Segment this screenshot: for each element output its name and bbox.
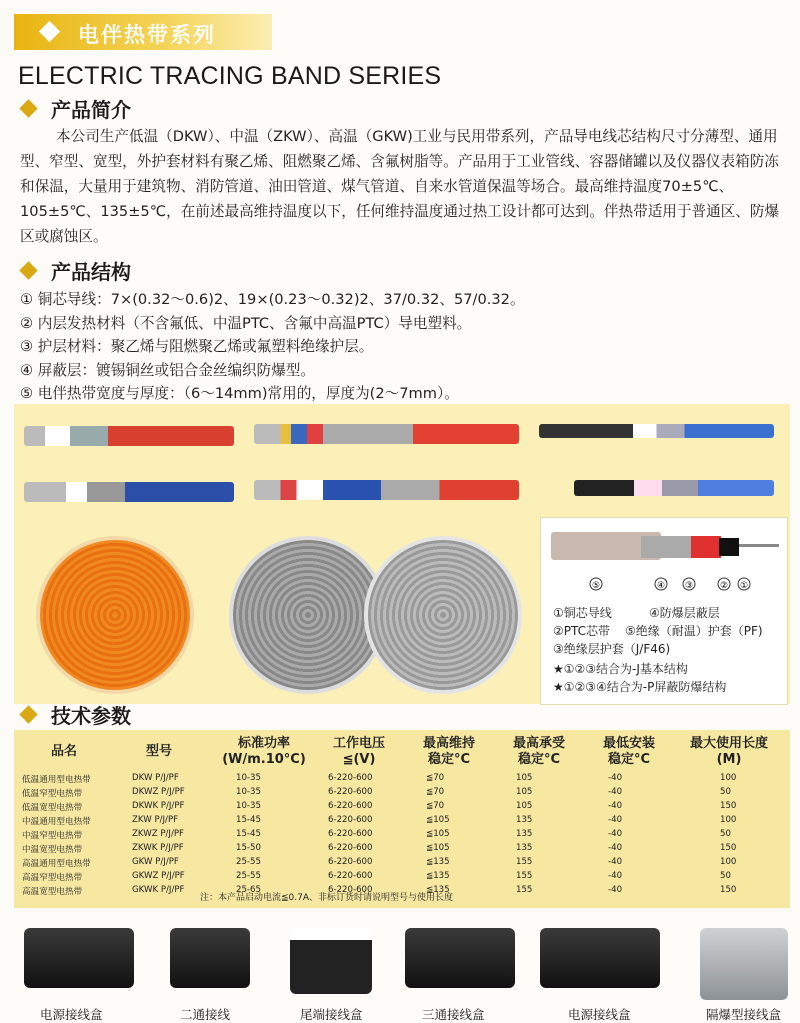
table-cell: -40 xyxy=(608,857,623,867)
table-cell: 135 xyxy=(516,829,533,839)
column-header: 型号 xyxy=(145,744,172,759)
series-banner xyxy=(14,14,272,50)
table-cell: 50 xyxy=(720,829,731,839)
table-cell: -40 xyxy=(608,787,623,797)
table-cell: 6-220-600 xyxy=(328,801,373,811)
legend-item: ③绝缘层护套（J/F46) xyxy=(553,642,671,656)
table-cell: ≦70 xyxy=(426,787,445,797)
specs-table xyxy=(14,730,790,908)
table-cell: 6-220-600 xyxy=(328,871,373,881)
table-cell: 100 xyxy=(720,773,737,783)
legend-item: ★①②③结合为-J基本结构 xyxy=(553,662,688,676)
english-title: ELECTRIC TRACING BAND SERIES xyxy=(18,62,442,90)
table-cell: -40 xyxy=(608,871,623,881)
legend-item: ④防爆层蔽层 xyxy=(649,606,720,620)
table-cell: 6-220-600 xyxy=(328,829,373,839)
table-cell: 135 xyxy=(516,815,533,825)
table-cell: 低温通用型电热带 xyxy=(22,775,91,785)
diamond-icon xyxy=(19,705,37,723)
table-cell: 6-220-600 xyxy=(328,815,373,825)
table-cell: 6-220-600 xyxy=(328,787,373,797)
column-header: 最大使用长度 (M) xyxy=(689,736,768,767)
accessory-label: 电源接线盒 xyxy=(40,1007,103,1022)
table-cell: 105 xyxy=(516,787,533,797)
table-cell: ≦105 xyxy=(426,815,450,825)
junction-box-photo xyxy=(170,928,250,988)
legend-item: ②PTC芯带 xyxy=(553,624,611,638)
table-cell: 105 xyxy=(516,801,533,811)
table-cell: 15-50 xyxy=(236,843,261,853)
column-header: 工作电压 ≦(V) xyxy=(332,736,385,767)
diagram-number: ② xyxy=(719,581,729,591)
legend-item: ★①②③④结合为-P屏蔽防爆结构 xyxy=(553,680,727,694)
insulation-shape xyxy=(719,538,739,556)
diagram-number: ③ xyxy=(684,581,694,591)
column-header: 最低安装 稳定°C xyxy=(602,736,655,767)
cable-cross-section-diagram xyxy=(541,518,787,600)
table-row xyxy=(14,786,790,801)
table-cell: -40 xyxy=(608,815,623,825)
table-cell: -40 xyxy=(608,843,623,853)
diagram-number: ④ xyxy=(656,581,666,591)
explosion-proof-box-photo xyxy=(700,928,788,1000)
table-cell: 25-55 xyxy=(236,857,261,867)
table-cell: GKW P/J/PF xyxy=(132,857,179,867)
table-cell: ≦135 xyxy=(426,885,450,895)
structure-item: ④ 屏蔽层：镀锡铜丝或铝合金丝编织防爆型。 xyxy=(20,361,316,379)
table-cell: -40 xyxy=(608,801,623,811)
table-cell: ≦70 xyxy=(426,773,445,783)
table-cell: 10-35 xyxy=(236,773,261,783)
table-cell: 155 xyxy=(516,857,533,867)
table-cell: 中温宽型电热带 xyxy=(22,845,83,855)
junction-box-photo xyxy=(540,928,660,988)
column-header: 最高承受 稳定°C xyxy=(512,736,565,767)
accessory-label: 二通接线 xyxy=(180,1007,231,1022)
structure-diagram xyxy=(540,517,788,705)
grey-cable-reel-2 xyxy=(364,536,522,694)
cable-photo-mixed xyxy=(254,480,519,500)
table-cell: 25-55 xyxy=(236,871,261,881)
table-cell: 中温窄型电热带 xyxy=(22,831,83,841)
structure-item: ① 铜芯导线：7×(0.32～0.6)2、19×(0.23～0.32)2、37/0.32、57/0.32。 xyxy=(20,291,525,308)
column-header: 最高维持 稳定°C xyxy=(422,736,475,767)
cable-photo-red xyxy=(24,426,234,446)
table-cell: 100 xyxy=(720,815,737,825)
table-cell: 155 xyxy=(516,871,533,881)
cable-photo-blue xyxy=(539,424,774,438)
table-cell: 155 xyxy=(516,885,533,895)
table-cell: 6-220-600 xyxy=(328,843,373,853)
table-cell: ZKWK P/J/PF xyxy=(132,843,184,853)
diagram-number: ⑤ xyxy=(591,581,601,591)
legend-item: ①铜芯导线 xyxy=(553,606,612,620)
table-row xyxy=(14,842,790,857)
table-row xyxy=(14,800,790,815)
table-cell: ≦105 xyxy=(426,843,450,853)
junction-box-photo xyxy=(405,928,515,988)
table-cell: 高温宽型电热带 xyxy=(22,887,83,897)
table-cell: 25-65 xyxy=(236,885,261,895)
diamond-icon xyxy=(19,99,37,117)
ptc-core-shape xyxy=(691,536,721,558)
accessory-label: 三通接线盒 xyxy=(422,1007,485,1022)
structure-item: ⑤ 电伴热带宽度与厚度：（6～14mm)常用的，厚度为(2～7mm）。 xyxy=(20,385,459,402)
table-cell: 105 xyxy=(516,773,533,783)
table-row xyxy=(14,870,790,885)
table-cell: 6-220-600 xyxy=(328,773,373,783)
accessory-label: 隔爆型接线盒 xyxy=(706,1007,782,1022)
table-cell: DKW P/J/PF xyxy=(132,773,179,783)
accessory-label: 电源接线盒 xyxy=(568,1007,631,1022)
table-cell: ≦135 xyxy=(426,857,450,867)
table-cell: DKWZ P/J/PF xyxy=(132,787,185,797)
table-cell: 150 xyxy=(720,843,737,853)
table-cell: 150 xyxy=(720,885,737,895)
intro-heading-text: 产品简介 xyxy=(51,98,131,122)
table-cell: ≦135 xyxy=(426,871,450,881)
table-cell: -40 xyxy=(608,885,623,895)
column-header: 标准功率 (W/m.10°C) xyxy=(222,736,306,767)
table-cell: 高温窄型电热带 xyxy=(22,873,83,883)
banner-title: 电伴热带系列 xyxy=(78,23,216,47)
structure-list xyxy=(20,288,525,406)
structure-item: ② 内层发热材料（不含氟低、中温PTC、含氟中高温PTC）导电塑料。 xyxy=(20,314,472,332)
structure-item: ③ 护层材料：聚乙烯与阻燃聚乙烯或氟塑料绝缘护层。 xyxy=(20,338,374,355)
structure-heading-text: 产品结构 xyxy=(51,260,131,284)
table-cell: 150 xyxy=(720,801,737,811)
legend-item: ⑤绝缘（耐温）护套（PF) xyxy=(625,624,763,638)
intro-heading xyxy=(22,94,131,123)
table-cell: 50 xyxy=(720,787,731,797)
specs-heading xyxy=(22,700,131,729)
junction-box-photo xyxy=(290,928,372,994)
specs-heading-text: 技术参数 xyxy=(51,704,131,728)
table-cell: 高温通用型电热带 xyxy=(22,859,91,869)
table-cell: 135 xyxy=(516,843,533,853)
table-cell: 10-35 xyxy=(236,787,261,797)
table-cell: 低温宽型电热带 xyxy=(22,803,83,813)
cable-photo-blue-3 xyxy=(574,480,774,496)
copper-wire-shape xyxy=(739,544,779,547)
column-header: 品名 xyxy=(50,744,77,759)
orange-cable-reel xyxy=(36,536,194,694)
table-cell: 中温通用型电热带 xyxy=(22,817,91,827)
intro-paragraph: 本公司生产低温（DKW）、中温（ZKW）、高温（GKW)工业与民用带系列，产品导电线芯结构尺寸分薄型、通用型、窄型、宽型，外护套材料有聚乙烯、阻燃聚乙烯、含氟树脂等。产品用于工业管线、容器储罐以及仪器仪表箱防冻和保温，大量用于建筑物、消防管道、油田管道、煤气管道、自来水管道保温等场合。最高维持温度70±5℃、105±5℃、135±5℃，在前述最高维持温度以下，任何维持温度通过热工设计都可达到。伴热带适用于普通区、防爆区或腐蚀区。 xyxy=(20,128,780,245)
table-cell: DKWK P/J/PF xyxy=(132,801,185,811)
table-cell: 低温窄型电热带 xyxy=(22,789,83,799)
accessory-label: 尾端接线盒 xyxy=(300,1007,363,1022)
table-cell: 10-35 xyxy=(236,801,261,811)
table-cell: 50 xyxy=(720,871,731,881)
table-cell: 100 xyxy=(720,857,737,867)
accessories-row xyxy=(0,920,800,1023)
diamond-icon xyxy=(39,21,60,42)
table-cell: ≦105 xyxy=(426,829,450,839)
table-note: 注：本产品启动电流≦0.7A、非标订货时请说明型号与使用长度 xyxy=(200,893,454,903)
table-cell: -40 xyxy=(608,773,623,783)
table-row xyxy=(14,814,790,829)
junction-box-photo xyxy=(24,928,134,988)
diamond-icon xyxy=(19,261,37,279)
diagram-number: ① xyxy=(739,581,749,591)
cable-photo-red-braided xyxy=(254,424,519,444)
structure-heading xyxy=(22,256,131,285)
table-cell: -40 xyxy=(608,829,623,839)
table-row xyxy=(14,856,790,871)
cable-photo-blue-2 xyxy=(24,482,234,502)
table-cell: 15-45 xyxy=(236,815,261,825)
table-cell: ≦70 xyxy=(426,801,445,811)
table-cell: GKWZ P/J/PF xyxy=(132,871,185,881)
table-cell: 15-45 xyxy=(236,829,261,839)
table-cell: ZKWZ P/J/PF xyxy=(132,829,184,839)
table-row xyxy=(14,828,790,843)
table-cell: ZKW P/J/PF xyxy=(132,815,179,825)
table-cell: 6-220-600 xyxy=(328,885,373,895)
table-cell: 6-220-600 xyxy=(328,857,373,867)
table-cell: GKWK P/J/PF xyxy=(132,885,185,895)
table-row xyxy=(14,772,790,787)
